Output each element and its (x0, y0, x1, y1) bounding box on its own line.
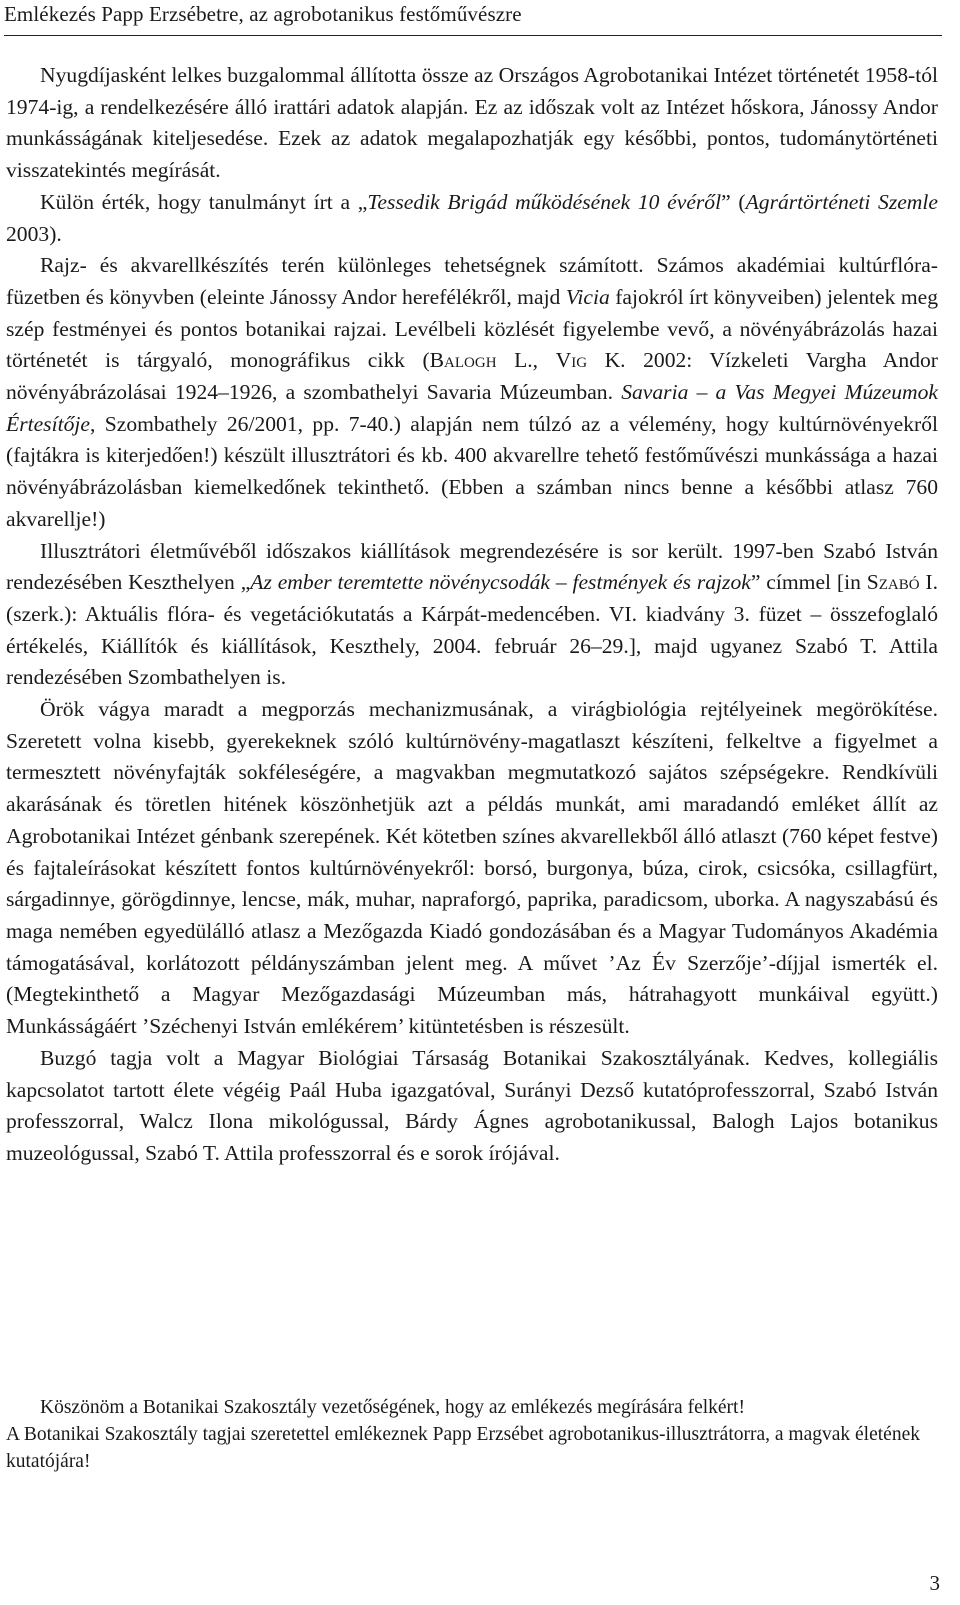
paragraph-text: K. 2002: Vízkeleti Vargha Andor növényábrázolásai 1924–1926, a szombathelyi Savaria Múzeumban. (6, 348, 938, 405)
journal-title: Savaria – a Vas Megyei Múzeumok Értesítője (6, 380, 938, 436)
paragraph-text: Örök vágya maradt a megporzás mechanizmusának, a virágbiológia rejtélyeinek megörökítése. Szeretett volna kisebb, gyerekeknek szóló kultúrnövény-magatlaszt készíteni, felkeltve a figyelmet a termesztett növényfajták sokféleségére, a magvakban megmutatkozó sajátos szépségekre. Rendkívüli akarásának és töretlen hitének köszönhetjük azt a példás munkát, ami maradandó emléket állít az Agrobotanikai Intézet génbank szerepének. Két kötetben színes akvarellekből álló atlaszt (760 képet festve) és fajtaleírásokat készített fontos kultúrnövényekről: borsó, burgonya, búza, cirok, csicsóka, csillagfürt, sárgadinnye, görögdinnye, lencse, mák, muhar, napraforgó, paprika, paradicsom, uborka. A nagyszabású és maga nemében egyedülálló atlasz a Mezőgazda Kiadó gondozásában és a Magyar Tudományos Akadémia támogatásával, korlátozott példányszámban jelent meg. A művet ’Az Év Szerzője’-díjjal ismerték el. (Megtekinthető a Magyar Mezőgazdasági Múzeumban más, hátrahagyott munkáival együtt.) Munkásságáért ’Széchenyi István emlékérem’ kitüntetésben is részesült. (6, 697, 938, 1039)
paragraph-text: 2003). (6, 221, 62, 246)
paragraph-text: L., (496, 348, 556, 373)
page-number: 3 (929, 1571, 940, 1595)
paragraph-text: ” címmel [in (750, 570, 867, 595)
paragraph-text: Buzgó tagja volt a Magyar Biológiai Társaság Botanikai Szakosztályának. Kedves, kollegiális kapcsolatot tartott élete végéig Paál Huba igazgatóval, Surányi Dezső kutatóprofesszorral, Szabó István professzorral, Walcz Ilona mikológussal, Bárdy Ágnes agrobotanikussal, Balogh Lajos botanikus muzeológussal, Szabó T. Attila professzorral és e sorok írójával. (6, 1045, 938, 1165)
paragraph-atlas (6, 694, 938, 1043)
author-name: Szabó (866, 570, 920, 595)
acknowledgement-line: A Botanikai Szakosztály tagjai szeretettel emlékeznek Papp Erzsébet agrobotanikus-illusztrátorra, a magvak életének kutatójára! (6, 1424, 920, 1472)
paragraph-history (6, 60, 938, 187)
article-body (6, 60, 938, 1170)
paragraph-text: Rajz- és akvarellkészítés terén különleges tehetségnek számított. Számos akadémiai kultúrflóra-füzetben és könyvben (eleinte Jánossy Andor herefélékről, majd (6, 253, 938, 309)
exhibition-title: Az ember teremtette növénycsodák – festmények és rajzok (250, 570, 751, 595)
author-name: Balogh (429, 348, 497, 373)
acknowledgement-line: Köszönöm a Botanikai Szakosztály vezetőségének, hogy az emlékezés megírására felkért! (40, 1397, 745, 1418)
paragraph-study (6, 187, 938, 250)
paragraph-text: Illusztrátori életművéből időszakos kiállítások megrendezésére is sor került. 1997-ben Szabó István rendezésében Keszthelyen „ (6, 538, 938, 595)
paragraph-text: , Szombathely 26/2001, pp. 7-40.) alapján nem túlzó az a vélemény, hogy kultúrnövényekről (fajtákra is kiterjedően!) készült illusztrátori és kb. 400 akvarellre tehető festőművészi munkássága a hazai növényábrázolásban kiemelkedőnek tekinthető. (Ebben a számban nincs benne a későbbi atlasz 760 akvarellje!) (6, 411, 938, 531)
journal-title: Agrártörténeti Szemle (745, 189, 938, 214)
paragraph-drawing (6, 250, 938, 535)
paragraph-exhibitions (6, 536, 938, 695)
paragraph-text: ” ( (721, 189, 746, 214)
paragraph-text: fajokról írt könyveiben) jelentek meg szép festményei és pontos botanikai rajzai. Levélbeli közlését figyelembe vevő, a növényábrázolás hazai történetét is tárgyaló, monográfikus cikk ( (6, 284, 938, 373)
author-name: Vig (555, 348, 588, 373)
paragraph-text: Külön érték, hogy tanulmányt írt a „ (40, 189, 368, 214)
running-header: Emlékezés Papp Erzsébetre, az agrobotanikus festőművészre (4, 2, 522, 26)
paragraph-text: Nyugdíjasként lelkes buzgalommal állította össze az Országos Agrobotanikai Intézet történetét 1958-tól 1974-ig, a rendelkezésére álló irattári adatok alapján. Ez az időszak volt az Intézet hőskora, Jánossy Andor munkásságának kiteljesedése. Ezek az adatok megalapozhatják egy későbbi, pontos, tudománytörténeti visszatekintés megírását. (6, 63, 938, 183)
paragraph-colleagues (6, 1043, 938, 1170)
paragraph-text: I. (szerk.): Aktuális flóra- és vegetációkutatás a Kárpát-medencében. VI. kiadvány 3. füzet – összefoglaló értékelés, Kiállítók és kiállítások, Keszthely, 2004. február 26–29.], majd ugyanez Szabó T. Attila rendezésében Szombathelyen is. (6, 570, 938, 690)
study-title: Tessedik Brigád működésének 10 évéről (367, 189, 722, 214)
acknowledgement (6, 1394, 938, 1475)
header-divider (4, 35, 942, 36)
genus-name: Vicia (565, 284, 610, 309)
